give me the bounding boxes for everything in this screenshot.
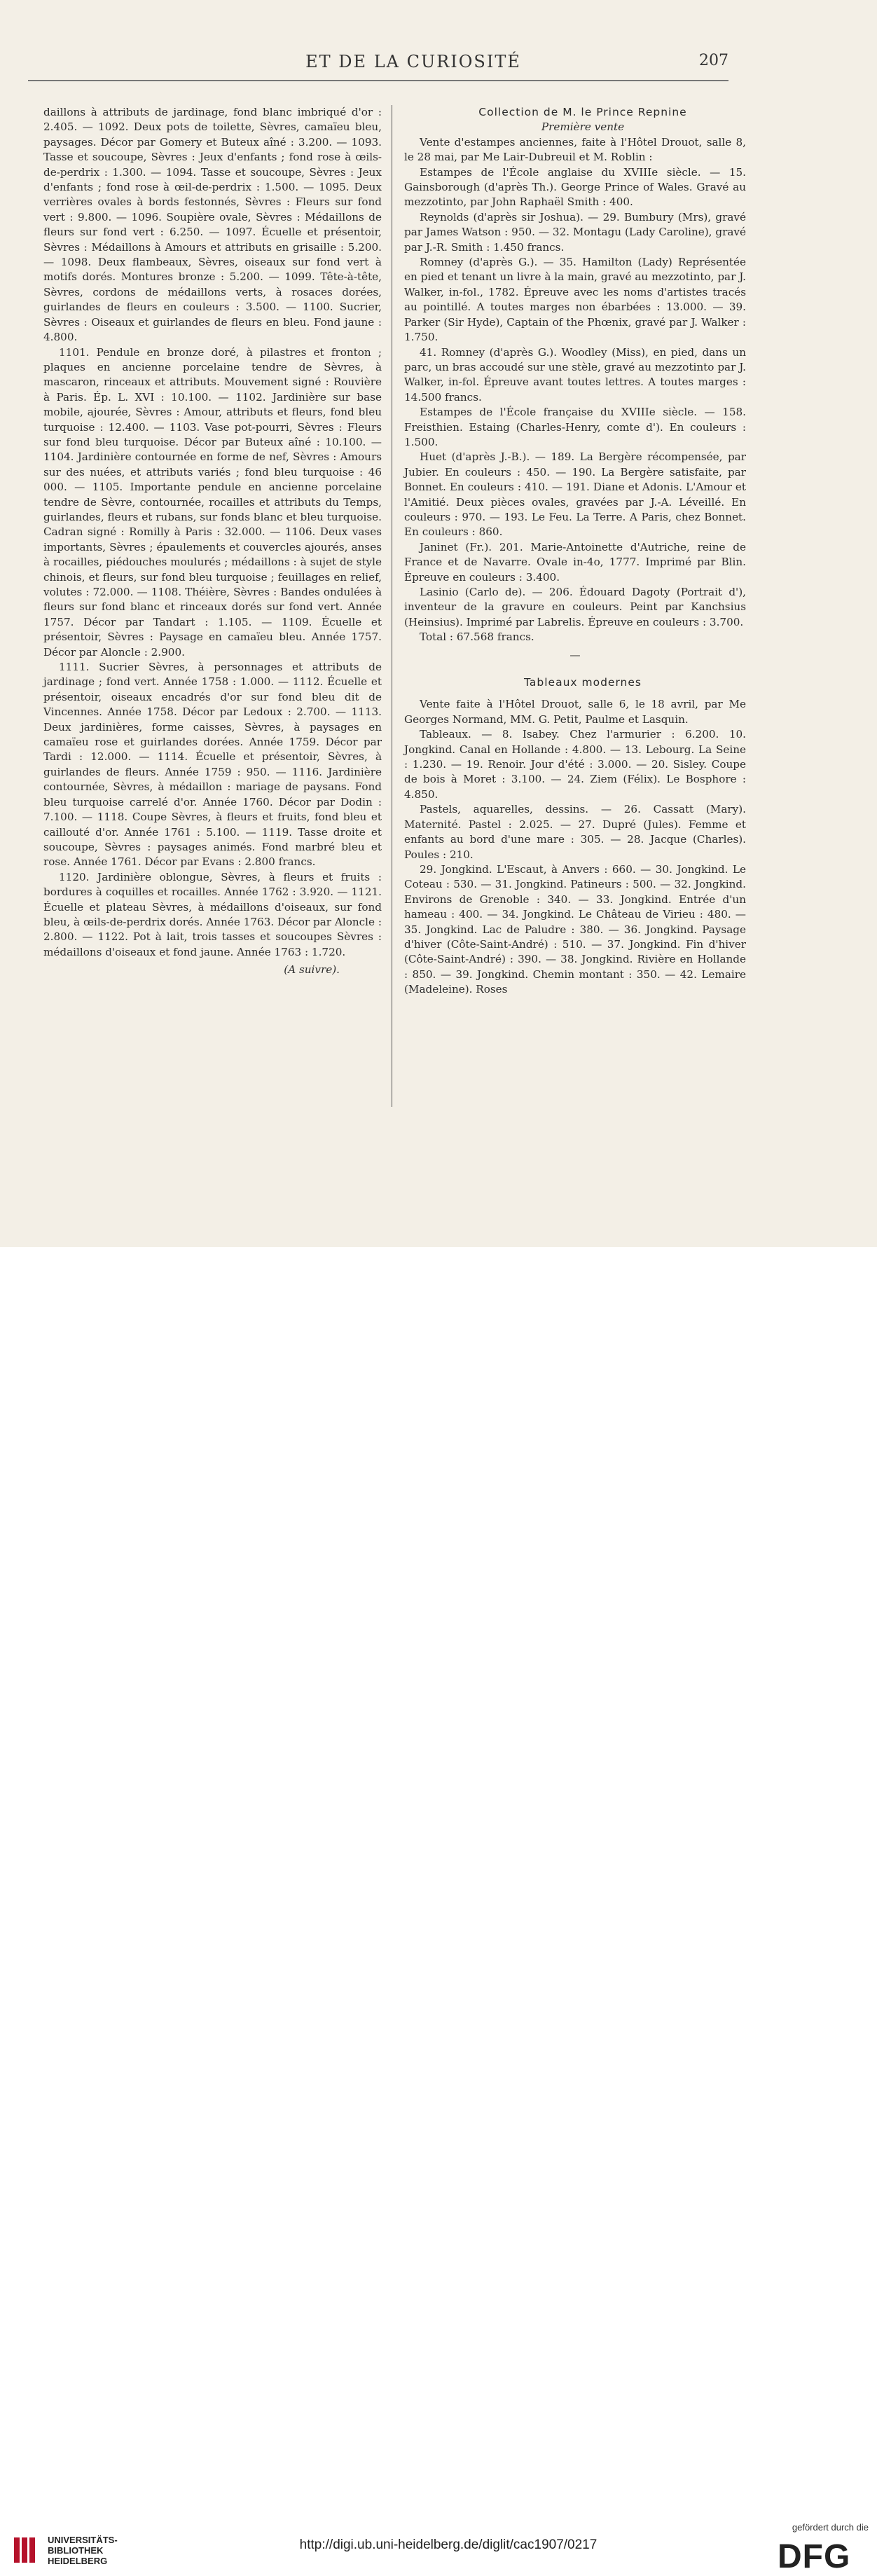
paragraph: Pastels, aquarelles, dessins. — 26. Cassatt (Mary). Maternité. Pastel : 2.025. — 27. Dupré (Jules). Femme et enfants au bord d'une mare : 305. — 28. Jacque (Charles). Poules : 210. xyxy=(404,803,746,861)
paragraph: Romney (d'après G.). — 35. Hamilton (Lady) Représentée en pied et tenant un livre à la main, gravé au mezzotinto, par J. Walker, in-fol., 1782. Épreuve avec les noms d'artistes tracés au pointillé. A toutes marges non ébarbées : 13.000. — 39. Parker (Sir Hyde), Captain of the Phœnix, gravé par J. Walker : 1.750. xyxy=(404,256,746,344)
header-rule xyxy=(28,80,728,81)
digitization-footer xyxy=(0,1247,877,2575)
left-column xyxy=(43,105,382,978)
paragraph: Estampes de l'École française du XVIIIe siècle. — 158. Freisthien. Estaing (Charles-Henry, comte d'). En couleurs : 1.500. xyxy=(404,406,746,448)
paragraph: Huet (d'après J.-B.). — 189. La Bergère récompensée, par Jubier. En couleurs : 450. — 190. La Bergère satisfaite, par Bonnet. En couleurs : 410. — 191. Diane et Adonis. L'Amour et l'Amitié. Deux pièces ovales, gravées par J.-A. Léveillé. En couleurs : 970. — 193. Le Feu. La Terre. A Paris, chez Bonnet. En couleurs : 860. xyxy=(404,450,746,539)
section-heading: Tableaux modernes xyxy=(524,676,642,689)
paragraph: Vente d'estampes anciennes, faite à l'Hôtel Drouot, salle 8, le 28 mai, par Me Lair-Dubreuil et M. Roblin : xyxy=(404,135,746,164)
library-name xyxy=(48,2535,118,2566)
paragraph: Reynolds (d'après sir Joshua). — 29. Bumbury (Mrs), gravé par James Watson : 950. — 32. Montagu (Lady Caroline), gravé par J.-R. Smith : 1.450 francs. xyxy=(404,210,746,254)
right-column xyxy=(404,105,746,998)
funding-note: gefördert durch die xyxy=(792,2522,869,2533)
section-subheading: Première vente xyxy=(541,120,625,134)
scanned-page xyxy=(0,0,877,1247)
section-separator: — xyxy=(569,648,581,661)
paragraph: Tableaux. — 8. Isabey. Chez l'armurier : 6.200. 10. Jongkind. Canal en Hollande : 4.800. — 13. Lebourg. La Seine : 1.230. — 19. Renoir. Jour d'été : 3.000. — 20. Sisley. Coupe de bois à Moret : 3.100. — 24. Ziem (Félix). Le Bosphore : 4.850. xyxy=(404,728,746,801)
spacer xyxy=(404,690,746,697)
paragraph: Vente faite à l'Hôtel Drouot, salle 6, le 18 avril, par Me Georges Normand, MM. G. Petit, Paulme et Lasquin. xyxy=(404,698,746,726)
paragraph: 1101. Pendule en bronze doré, à pilastres et fronton ; plaques en ancienne porcelaine tendre de Sèvres, à mascaron, rinceaux et attributs. Mouvement signé : Rouvière à Paris. Ép. L. XVI : 10.100. — 1102. Jardinière sur base mobile, ajourée, Sèvres : Amour, attributs et fleurs, fond bleu turquoise : 12.400. — 1103. Vase pot-pourri, Sèvres : Fleurs sur fond bleu turquoise. Décor par Buteux aîné : 10.100. — 1104. Jardinière contournée en forme de nef, Sèvres : Amours sur des nuées, et attributs variés ; fond bleu turquoise : 46 000. — 1105. Importante pendule en ancienne porcelaine tendre de Sèvre, contournée, rocailles et attributs du Temps, guirlandes, fleurs et rubans, sur fonds blanc et bleu turquoise. Cadran signé : Romilly à Paris : 32.000. — 1106. Deux vases importants, Sèvres ; épaulements et couvercles ajourés, anses à rocailles, piédouches moulurés ; médaillons : à sujet de style chinois, et fleurs, sur fond bleu turquoise ; feuillages en relief, volutes : 72.000. — 1108. Théière, Sèvres : Bandes ondulées à fleurs sur fond blanc et rinceaux dorés sur fond vert. Année 1757. Décor par Tandart : 1.105. — 1109. Écuelle et présentoir, Sèvres : Paysage en camaïeu bleu. Année 1757. Décor par Aloncle : 2.900. xyxy=(43,345,382,659)
paragraph: 1120. Jardinière oblongue, Sèvres, à fleurs et fruits : bordures à coquilles et rocailles. Année 1762 : 3.920. — 1121. Écuelle et plateau Sèvres, à médaillons d'oiseaux, sur fond bleu, à œils-de-perdrix dorés. Année 1763. Décor par Aloncle : 2.800. — 1122. Pot à lait, trois tasses et soucoupes Sèvres : médaillons d'oiseaux et fond jaune. Année 1763 : 1.720. xyxy=(43,870,382,958)
dfg-logo: DFG xyxy=(778,2538,851,2575)
continuation-note: (A suivre). xyxy=(284,963,340,977)
paragraph: 29. Jongkind. L'Escaut, à Anvers : 660. — 30. Jongkind. Le Coteau : 530. — 31. Jongkind. Patineurs : 500. — 32. Jongkind. Environs de Grenoble : 340. — 33. Jongkind. Entrée d'un hameau : 400. — 34. Jongkind. Le Château de Virieu : 480. — 35. Jongkind. Lac de Paludre : 380. — 36. Jongkind. Paysage d'hiver (Côte-Saint-André) : 510. — 37. Jongkind. Fin d'hiver (Côte-Saint-André) : 390. — 38. Jongkind. Rivière en Hollande : 850. — 39. Jongkind. Chemin montant : 350. — 42. Lemaire (Madeleine). Roses xyxy=(404,862,746,996)
paragraph: daillons à attributs de jardinage, fond blanc imbriqué d'or : 2.405. — 1092. Deux pots de toilette, Sèvres, camaïeu bleu, paysages. Décor par Gomery et Buteux aîné : 3.200. — 1093. Tasse et soucoupe, Sèvres : Jeux d'enfants ; fond rose à œils-de-perdrix : 1.300. — 1094. Tasse et soucoupe, Sèvres : Jeux d'enfants ; fond rose à œil-de-perdrix : 1.500. — 1095. Deux verrières ovales à bords festonnés, Sèvres : Fleurs sur fond vert : 9.800. — 1096. Soupière ovale, Sèvres : Médaillons de fleurs sur fond vert : 6.250. — 1097. Écuelle et présentoir, Sèvres : Médaillons à Amours et attributs en grisaille : 5.200. — 1098. Deux flambeaux, Sèvres, oiseaux sur fond vert à motifs dorés. Montures bronze : 5.200. — 1099. Tête-à-tête, Sèvres, cordons de médaillons verts, à rosaces dorées, guirlandes de fleurs en couleurs : 3.500. — 1100. Sucrier, Sèvres : Oiseaux et guirlandes de fleurs en bleu. Fond jaune : 4.800. xyxy=(43,106,382,344)
paragraph: Lasinio (Carlo de). — 206. Édouard Dagoty (Portrait d'), inventeur de la gravure en couleurs. Peint par Kanchsius (Heinsius). Imprimé par Labrelis. Épreuve en couleurs : 3.700. xyxy=(404,586,746,628)
page-title: ET DE LA CURIOSITÉ xyxy=(305,52,521,71)
paragraph: Total : 67.568 francs. xyxy=(420,631,534,644)
running-head xyxy=(0,52,877,80)
paragraph: Janinet (Fr.). 201. Marie-Antoinette d'Autriche, reine de France et de Navarre. Ovale in-4o, 1777. Imprimé par Blin. Épreuve en couleurs : 3.400. xyxy=(404,540,746,584)
paragraph: Estampes de l'École anglaise du XVIIIe siècle. — 15. Gainsborough (d'après Th.). George Prince of Wales. Gravé au mezzotinto, par John Raphaël Smith : 400. xyxy=(404,165,746,209)
university-library-logo-icon xyxy=(13,2535,36,2565)
library-name-line: UNIVERSITÄTS- xyxy=(48,2535,118,2545)
permalink[interactable]: http://digi.ub.uni-heidelberg.de/diglit/cac1907/0217 xyxy=(299,2537,598,2552)
library-name-line: HEIDELBERG xyxy=(48,2556,108,2566)
section-heading: Collection de M. le Prince Repnine xyxy=(478,106,687,118)
page-number: 207 xyxy=(699,52,728,69)
paragraph: 1111. Sucrier Sèvres, à personnages et attributs de jardinage ; fond vert. Année 1758 : 1.000. — 1112. Écuelle et présentoir, oiseaux encadrés d'or sur fond bleu dit de Vincennes. Année 1758. Décor par Ledoux : 2.700. — 1113. Deux jardinières, forme caisses, Sèvres, à paysages en camaïeu rose et guirlandes dorées. Année 1759. Décor par Tardi : 12.000. — 1114. Écuelle et présentoir, Sèvres, à guirlandes de fleurs. Année 1759 : 950. — 1116. Jardinière contournée, Sèvres, à médaillon : mariage de paysans. Fond bleu turquoise carrelé d'or. Année 1760. Décor par Dodin : 7.100. — 1118. Coupe Sèvres, à fleurs et fruits, fond bleu et caillouté d'or. Année 1761 : 5.100. — 1119. Tasse droite et soucoupe, Sèvres : paysages animés. Fond marbré bleu et rose. Année 1761. Décor par Evans : 2.800 francs. xyxy=(43,661,382,869)
paragraph: 41. Romney (d'après G.). Woodley (Miss), en pied, dans un parc, un bras accoudé sur une stèle, gravé au mezzotinto par J. Walker, in-fol. Épreuve avant toutes lettres. A toutes marges : 14.500 francs. xyxy=(404,345,746,404)
library-name-line: BIBLIOTHEK xyxy=(48,2545,104,2556)
